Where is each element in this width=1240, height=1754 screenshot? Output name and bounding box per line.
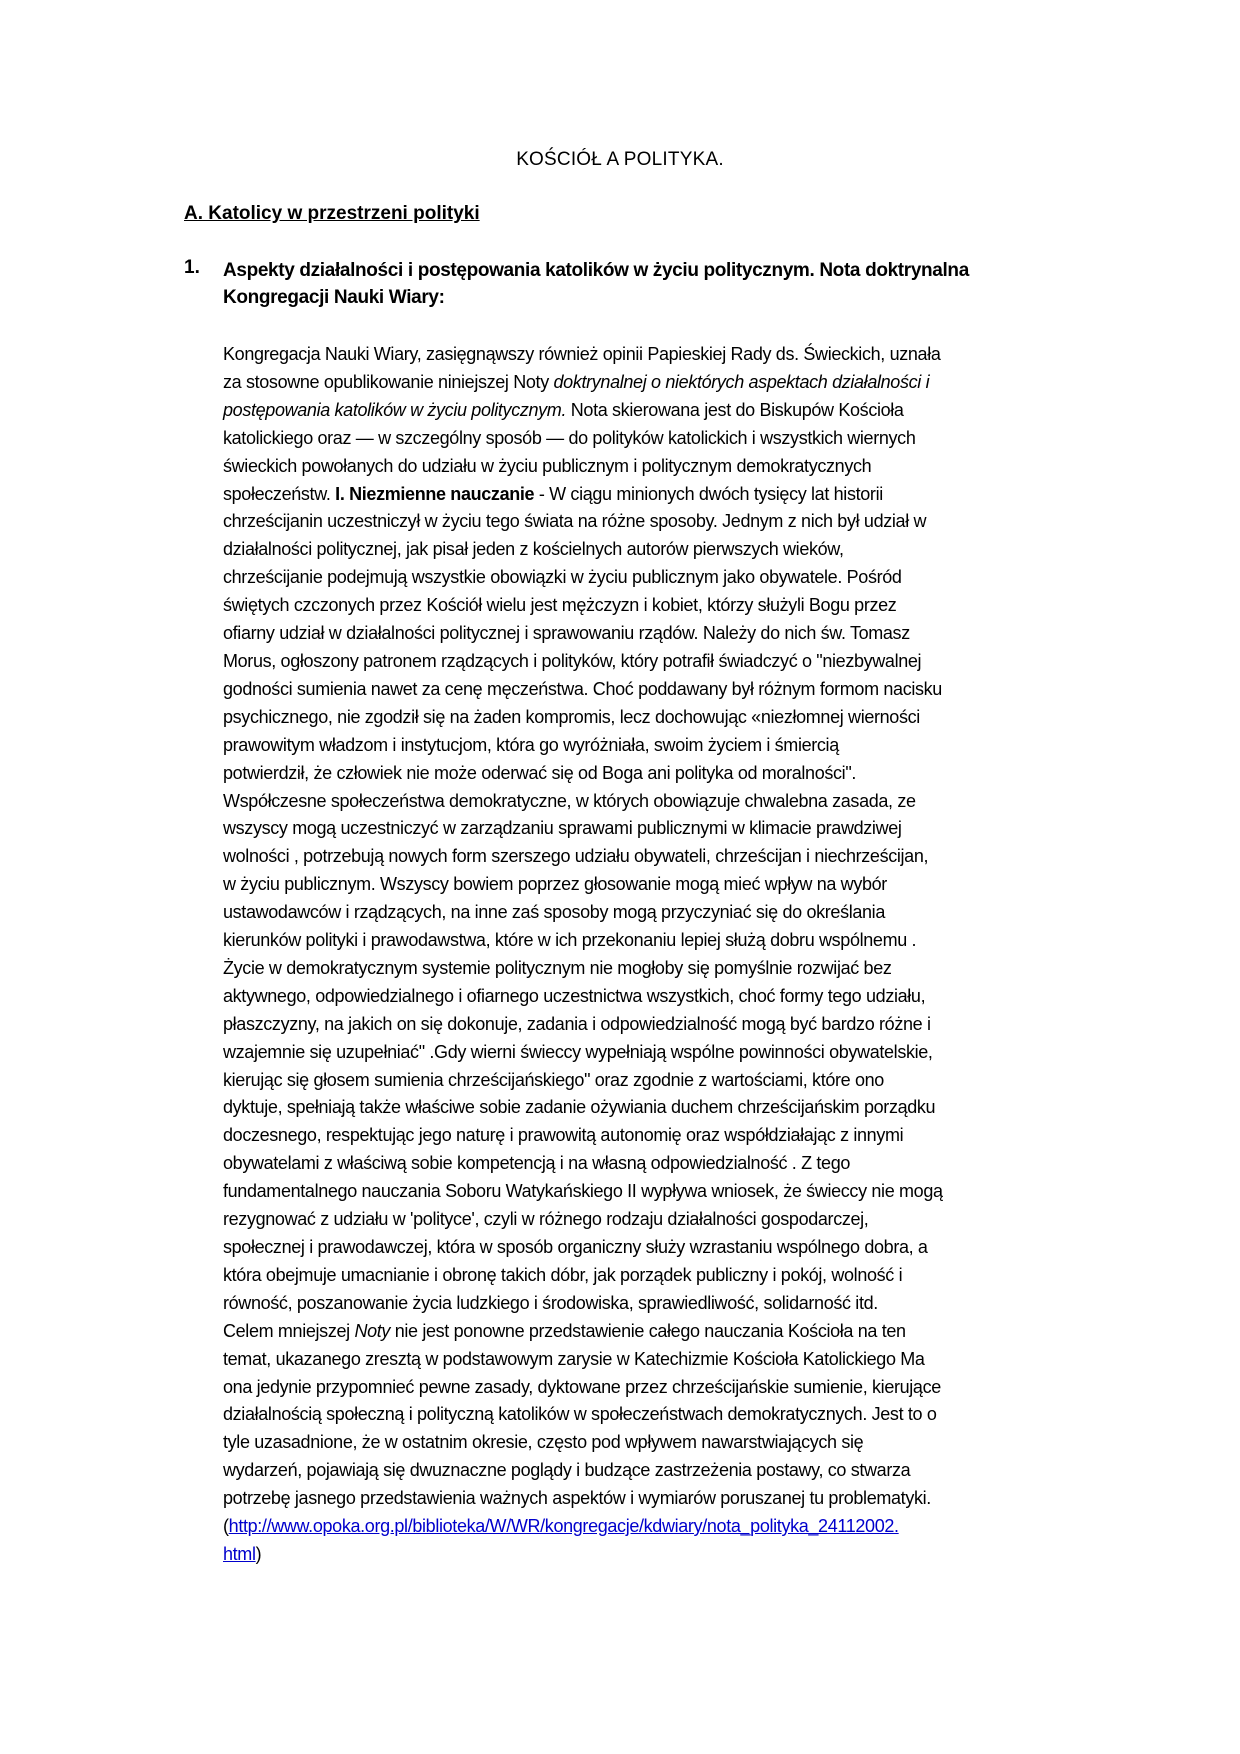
text-line: temat, ukazanego zresztą w podstawowym zarysie w Katechizmie Kościoła Katolickiego Ma — [223, 1348, 925, 1369]
text-line — [223, 1318, 1093, 1346]
text-line: Współczesne społeczeństwa demokratyczne, w których obowiązuje chwalebna zasada, ze — [223, 790, 916, 811]
text-line — [223, 1541, 1093, 1569]
text-line: prawowitym władzom i instytucjom, która go wyróżniała, swoim życiem i śmiercią — [223, 734, 839, 755]
text-run: Nota skierowana jest do Biskupów Kościoła — [566, 399, 904, 420]
heading-line: Aspekty działalności i postępowania katolików w życiu politycznym. Nota doktrynalna — [223, 260, 969, 281]
text-line: chrześcijanin uczestniczył w życiu tego świata na różne sposoby. Jednym z nich był udział w — [223, 511, 927, 532]
text-line: potwierdził, że człowiek nie może oderwać się od Boga ani polityka od moralności". — [223, 762, 857, 783]
text-line: ona jedynie przypomnieć pewne zasady, dyktowane przez chrześcijańskie sumienie, kierujące — [223, 1376, 941, 1397]
italic-run: postępowania katolików w życiu politycznym. — [223, 399, 567, 420]
text-line: kierunków polityki i prawodawstwa, które w ich przekonaniu lepiej służą dobru wspólnemu . — [223, 930, 917, 951]
text-line — [223, 481, 1093, 509]
text-line: wzajemnie się uzupełniać" .Gdy wierni świeccy wypełniają wspólne powinności obywatelskie, — [223, 1041, 933, 1062]
text-line: świeckich powołanych do udziału w życiu publicznym i politycznym demokratycznych — [223, 455, 872, 476]
text-line: działalności politycznej, jak pisał jeden z kościelnych autorów pierwszych wieków, — [223, 539, 844, 560]
text-line: obywatelami z właściwą sobie kompetencją i na własną odpowiedzialność . Z tego — [223, 1153, 851, 1174]
italic-run: Noty — [354, 1320, 391, 1341]
text-line: godności sumienia nawet za cenę męczeństwa. Choć poddawany był różnym formom nacisku — [223, 678, 942, 699]
text-line: psychicznego, nie zgodził się na żaden kompromis, lecz dochowując «niezłomnej wierności — [223, 706, 920, 727]
text-run: ( — [223, 1516, 229, 1537]
text-run: - W ciągu minionych dwóch tysięcy lat historii — [534, 483, 883, 504]
text-line: potrzebę jasnego przedstawienia ważnych aspektów i wymiarów poruszanej tu problematyki. — [223, 1488, 931, 1509]
text-line: ustawodawców i rządzących, na inne zaś sposoby mogą przyczyniać się do określania — [223, 902, 885, 923]
italic-run: doktrynalnej o niektórych aspektach działalności i — [553, 371, 930, 392]
list-item-number: 1. — [184, 257, 200, 278]
text-line: równość, poszanowanie życia ludzkiego i środowiska, sprawiedliwość, solidarność itd. — [223, 1292, 878, 1313]
text-line: w życiu publicznym. Wszyscy bowiem poprzez głosowanie mogą mieć wpływ na wybór — [223, 874, 887, 895]
text-line — [223, 1513, 1093, 1541]
text-line: chrześcijanie podejmują wszystkie obowiązki w życiu publicznym jako obywatele. Pośród — [223, 567, 902, 588]
text-line: aktywnego, odpowiedzialnego i ofiarnego uczestnictwa wszystkich, choć formy tego udziału, — [223, 985, 926, 1006]
bold-run: I. Niezmienne nauczanie — [335, 483, 535, 504]
text-line: kierując się głosem sumienia chrześcijańskiego" oraz zgodnie z wartościami, które ono — [223, 1069, 884, 1090]
text-line: wszyscy mogą uczestniczyć w zarządzaniu sprawami publicznymi w klimacie prawdziwej — [223, 818, 902, 839]
source-link[interactable]: http://www.opoka.org.pl/biblioteka/W/WR/kongregacje/kdwiary/nota_polityka_24112002. — [228, 1516, 899, 1537]
text-line: doczesnego, respektując jego naturę i prawowitą autonomię oraz współdziałając z innymi — [223, 1125, 904, 1146]
text-line: Kongregacja Nauki Wiary, zasięgnąwszy również opinii Papieskiej Rady ds. Świeckich, uznała — [223, 344, 941, 364]
text-line: dyktuje, spełniają także właściwe sobie zadanie ożywiania duchem chrześcijańskim porządku — [223, 1097, 936, 1118]
text-line: która obejmuje umacnianie i obronę takich dóbr, jak porządek publiczny i pokój, wolność i — [223, 1264, 903, 1285]
list-item-heading — [223, 257, 1053, 311]
text-line: Morus, ogłoszony patronem rządzących i polityków, który potrafił świadczyć o "niezbywalnej — [223, 650, 922, 671]
text-line: społecznej i prawodawczej, która w sposób organiczny służy wzrastaniu wspólnego dobra, a — [223, 1237, 928, 1257]
text-line: Życie w demokratycznym systemie politycznym nie mogłoby się pomyślnie rozwijać bez — [223, 957, 892, 978]
text-run: Celem mniejszej — [223, 1320, 355, 1341]
text-line: tyle uzasadnione, że w ostatnim okresie, często pod wpływem nawarstwiających się — [223, 1432, 864, 1453]
text-run: nie jest ponowne przedstawienie całego nauczania Kościoła na ten — [390, 1320, 906, 1341]
text-run: społeczeństw. — [223, 483, 336, 504]
text-line: świętych czczonych przez Kościół wielu jest mężczyzn i kobiet, którzy służyli Bogu przez — [223, 595, 897, 616]
text-line: działalnością społeczną i polityczną katolików w społeczeństwach demokratycznych. Jest to o — [223, 1404, 937, 1425]
body-paragraph — [223, 341, 1093, 1569]
heading-line: Kongregacji Nauki Wiary: — [223, 287, 445, 308]
section-heading: A. Katolicy w przestrzeni polityki — [184, 203, 480, 224]
text-line — [223, 397, 1093, 425]
text-run: za stosowne opublikowanie niniejszej Noty — [223, 371, 554, 392]
text-line: wolności , potrzebują nowych form szerszego udziału obywateli, chrześcijan i niechrześcijan, — [223, 846, 929, 867]
text-line: fundamentalnego nauczania Soboru Watykańskiego II wypływa wniosek, że świeccy nie mogą — [223, 1181, 943, 1202]
text-line: wydarzeń, pojawiają się dwuznaczne poglądy i budzące zastrzeżenia postawy, co stwarza — [223, 1460, 911, 1481]
document-title: KOŚCIÓŁ A POLITYKA. — [516, 149, 724, 170]
text-run: ) — [255, 1543, 262, 1564]
text-line — [223, 369, 1093, 397]
text-line: katolickiego oraz — w szczególny sposób — do polityków katolickich i wszystkich wiernych — [223, 427, 916, 448]
text-line: rezygnować z udziału w 'polityce', czyli w różnego rodzaju działalności gospodarczej, — [223, 1209, 869, 1230]
text-line: ofiarny udział w działalności politycznej i sprawowaniu rządów. Należy do nich św. Tomasz — [223, 623, 910, 644]
text-line: płaszczyzny, na jakich on się dokonuje, zadania i odpowiedzialność mogą być bardzo różne i — [223, 1013, 931, 1034]
source-link-continued[interactable]: html — [223, 1543, 256, 1564]
